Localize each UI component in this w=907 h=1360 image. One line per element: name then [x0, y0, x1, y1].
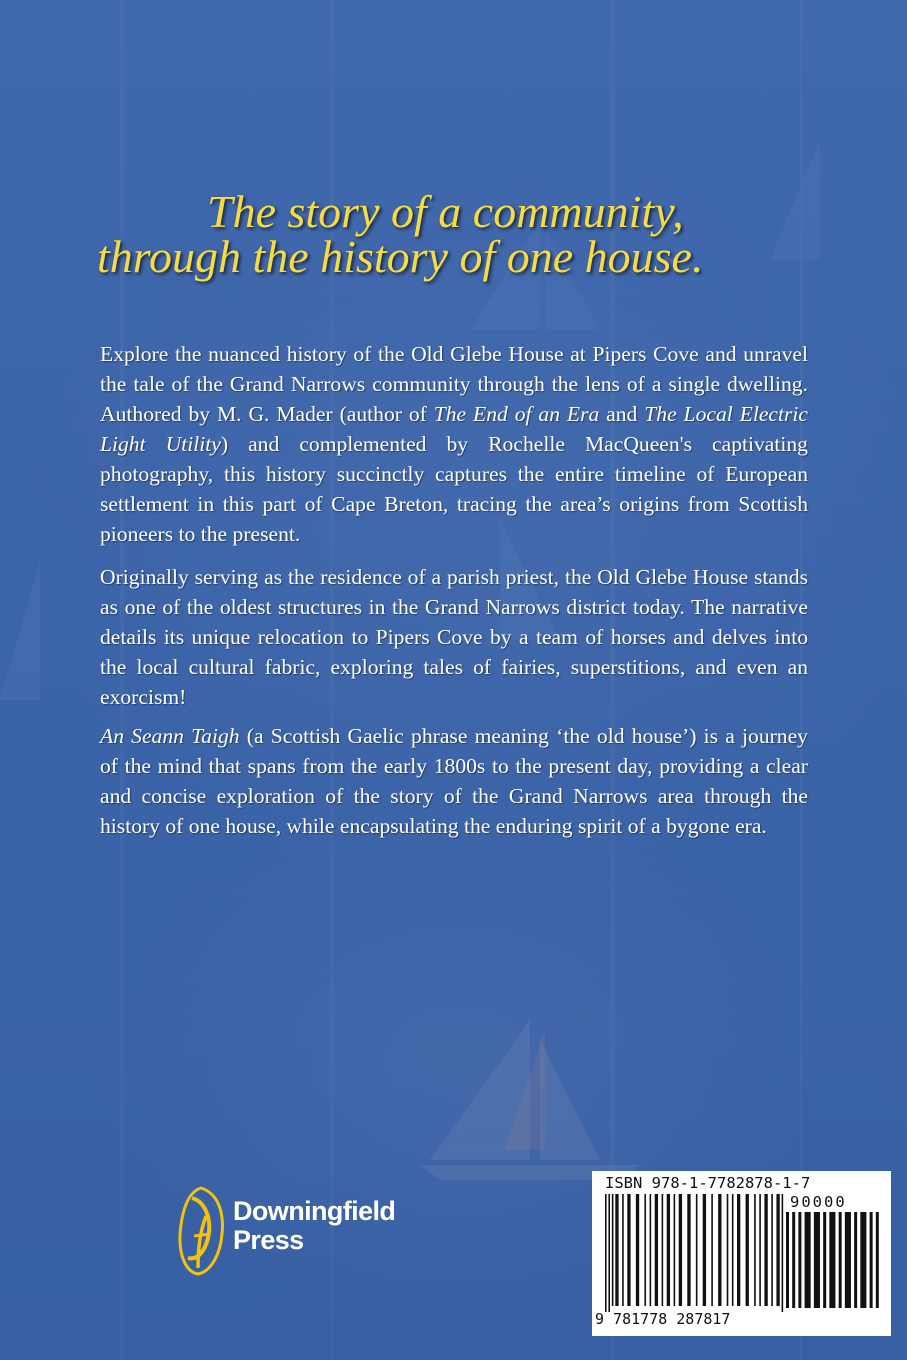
barcode-bar: [870, 1212, 873, 1308]
tagline-line-1: The story of a community,: [207, 186, 684, 237]
barcode-bar: [655, 1194, 658, 1306]
barcode-bar: [687, 1194, 690, 1306]
barcode-bar: [679, 1194, 682, 1306]
publisher-name-line-1: Downingfield: [233, 1196, 396, 1226]
barcode-bar: [608, 1194, 610, 1312]
addon-barcode-bars: [786, 1212, 882, 1312]
barcode-bar: [662, 1194, 664, 1306]
tagline-line-2: through the history of one house.: [97, 231, 704, 282]
barcode-bar: [839, 1212, 842, 1308]
barcode-bar: [727, 1194, 729, 1306]
barcode-bar: [814, 1212, 820, 1308]
barcode-bar: [718, 1194, 721, 1306]
barcode-bar: [792, 1212, 795, 1308]
barcode-bar: [805, 1212, 811, 1308]
barcode-bar: [829, 1212, 835, 1308]
publisher-logo: [176, 1186, 436, 1276]
barcode-bar: [615, 1194, 618, 1306]
barcode-bar: [754, 1194, 756, 1306]
ean-digits: 9 781778 287817: [595, 1310, 731, 1328]
barcode-bar: [782, 1194, 784, 1312]
barcode-bar: [771, 1194, 773, 1306]
barcode-bar: [711, 1194, 713, 1306]
paragraph-text: Originally serving as the residence of a parish priest, the Old Glebe House stands as one of the oldest structures in the Grand Narrows district today. The narrative details its unique relocation to Pipers Cove by a team of horses and delves into the local cultural fabric, exploring tales of fairies, superstitions, and even an exorcism!: [100, 565, 808, 709]
publisher-name-line-2: Press: [233, 1225, 304, 1255]
paragraph-text: ) and complemented by Rochelle MacQueen's captivating photography, this history succinctly captures the entire timeline of European settlement in this part of Cape Breton, tracing the area’s origins from Scottish pioneers to the present.: [100, 432, 808, 546]
barcode-bar: [605, 1194, 607, 1312]
description-paragraph-1: [100, 339, 808, 549]
barcode-bar: [764, 1194, 767, 1306]
barcode-bar: [732, 1194, 734, 1306]
isbn-label: ISBN 978-1-7782878-1-7: [605, 1174, 811, 1192]
italic-title: The End of an Era: [433, 402, 600, 426]
barcode-bar: [798, 1212, 801, 1308]
isbn-barcode: [592, 1171, 891, 1336]
barcode-bar: [854, 1212, 857, 1308]
barcode-bar: [746, 1194, 749, 1306]
barcode-bar: [737, 1194, 740, 1306]
barcode-bar: [823, 1212, 826, 1308]
barcode-bar: [622, 1194, 624, 1306]
paragraph-text: (a Scottish Gaelic phrase meaning ‘the old house’) is a journey of the mind that spans from the early 1800s to the present day, providing a clear and concise exploration of the story of the Grand Narrows area through the history of one house, while encapsulating the enduring spirit of a bygone era.: [100, 724, 808, 838]
italic-title: The Local Electric Light Utility: [100, 402, 808, 456]
barcode-bar: [612, 1194, 614, 1306]
publisher-monogram-icon: [176, 1186, 226, 1276]
barcode-bar: [703, 1194, 706, 1306]
italic-title: An Seann Taigh: [100, 724, 240, 748]
barcode-bar: [696, 1194, 698, 1306]
barcode-bar: [845, 1212, 851, 1308]
barcode-bar: [674, 1194, 676, 1306]
barcode-bar: [636, 1194, 639, 1306]
description-paragraph-3: [100, 721, 808, 841]
barcode-bar: [860, 1212, 866, 1308]
paragraph-text: and: [599, 402, 645, 426]
barcode-bar: [776, 1194, 779, 1306]
paragraph-text: Explore the nuanced history of the Old Glebe House at Pipers Cove and unravel the tale of the Grand Narrows community through the lens of a single dwelling. Authored by M. G. Mader (author of: [100, 342, 808, 426]
barcode-bar: [644, 1194, 646, 1306]
ean-barcode-bars: [605, 1194, 785, 1312]
description-paragraph-2: [100, 562, 808, 712]
barcode-bar: [876, 1212, 879, 1308]
barcode-bar: [759, 1194, 761, 1306]
barcode-bar: [786, 1212, 789, 1308]
addon-digits: 90000: [790, 1193, 847, 1211]
barcode-bar: [667, 1194, 670, 1306]
barcode-bar: [627, 1194, 630, 1306]
barcode-bar: [650, 1194, 652, 1306]
